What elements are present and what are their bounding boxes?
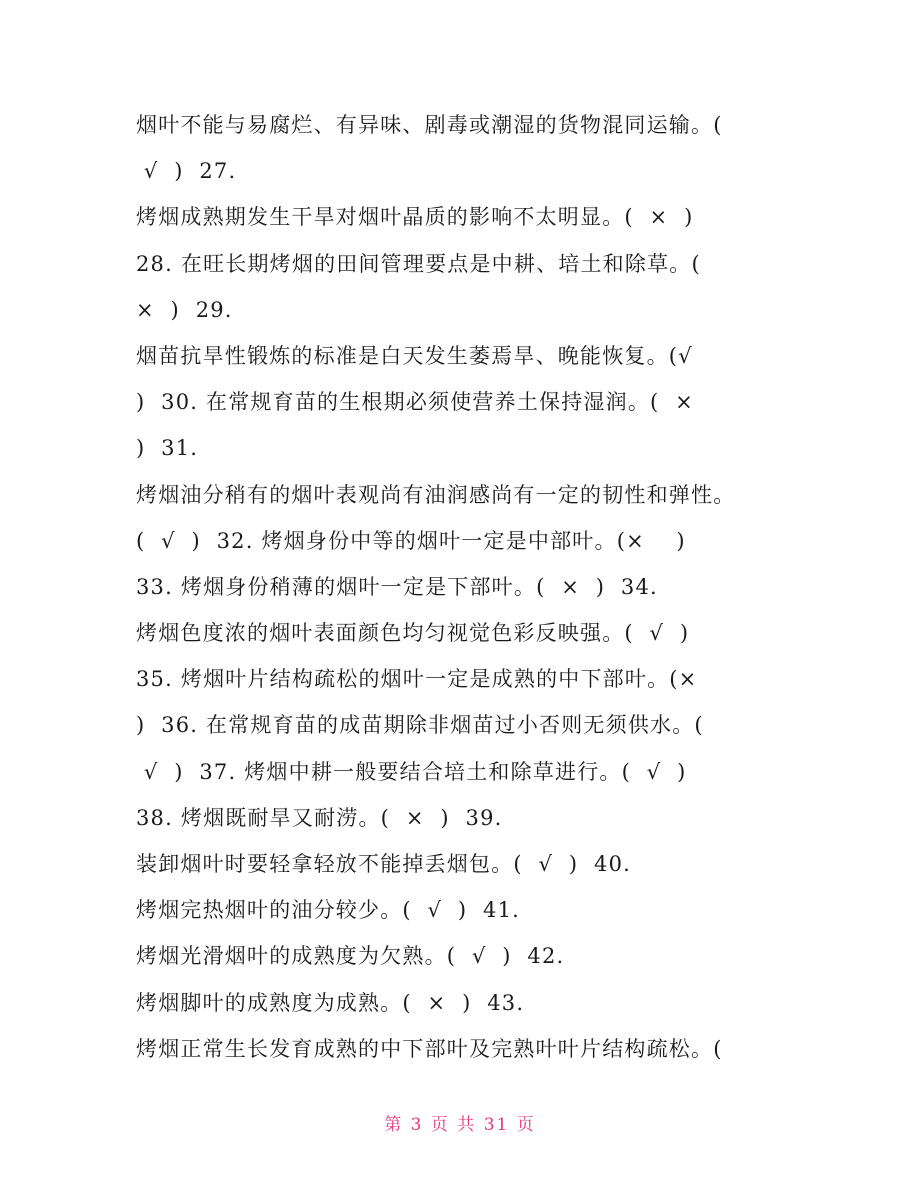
text-line: 装卸烟叶时要轻拿轻放不能掉丢烟包。( √ ) 40. xyxy=(136,852,632,876)
text-line: 烤烟油分稍有的烟叶表观尚有油润感尚有一定的韧性和弹性。 xyxy=(136,482,736,507)
text-line: ( √ ) 32. 烤烟身份中等的烟叶一定是中部叶。(× ) xyxy=(136,528,686,553)
text-line: 28. 在旺长期烤烟的田间管理要点是中耕、培土和除草。( xyxy=(136,251,701,276)
text-line: 烤烟成熟期发生干旱对烟叶晶质的影响不太明显。( × ) xyxy=(136,205,694,230)
text-line: 38. 烤烟既耐旱又耐涝。( × ) 39. xyxy=(136,805,503,830)
text-line: × ) 29. xyxy=(136,297,233,322)
text-line: 烟苗抗旱性锻炼的标准是白天发生萎焉旱、晚能恢复。(√ xyxy=(136,343,693,368)
text-line: 烤烟正常生长发育成熟的中下部叶及完熟叶叶片结构疏松。( xyxy=(136,1036,723,1061)
text-line: ) 31. xyxy=(136,436,199,461)
text-line: 烤烟脚叶的成熟度为成熟。( × ) 43. xyxy=(136,990,525,1015)
text-line: ) 30. 在常规育苗的生根期必须使营养土保持湿润。( × xyxy=(136,390,694,415)
page-number-footer: 第 3 页 共 31 页 xyxy=(384,1115,536,1135)
text-line: 烟叶不能与易腐烂、有异味、剧毒或潮湿的货物混同运输。( xyxy=(136,113,723,137)
document-body xyxy=(136,102,796,1072)
text-line: 烤烟光滑烟叶的成熟度为欠熟。( √ ) 42. xyxy=(136,944,565,969)
text-line: √ ) 27. xyxy=(136,159,237,184)
text-line: ) 36. 在常规育苗的成苗期除非烟苗过小否则无须供水。( xyxy=(136,713,704,738)
text-line: 烤烟色度浓的烟叶表面颜色均匀视觉色彩反映强。( √ ) xyxy=(136,621,690,646)
text-line: 烤烟完热烟叶的油分较少。( √ ) 41. xyxy=(136,898,521,923)
text-line: √ ) 37. 烤烟中耕一般要结合培土和除草进行。( √ ) xyxy=(136,759,687,784)
text-line: 35. 烤烟叶片结构疏松的烟叶一定是成熟的中下部叶。(× xyxy=(136,667,698,692)
text-line: 33. 烤烟身份稍薄的烟叶一定是下部叶。( × ) 34. xyxy=(136,574,658,599)
